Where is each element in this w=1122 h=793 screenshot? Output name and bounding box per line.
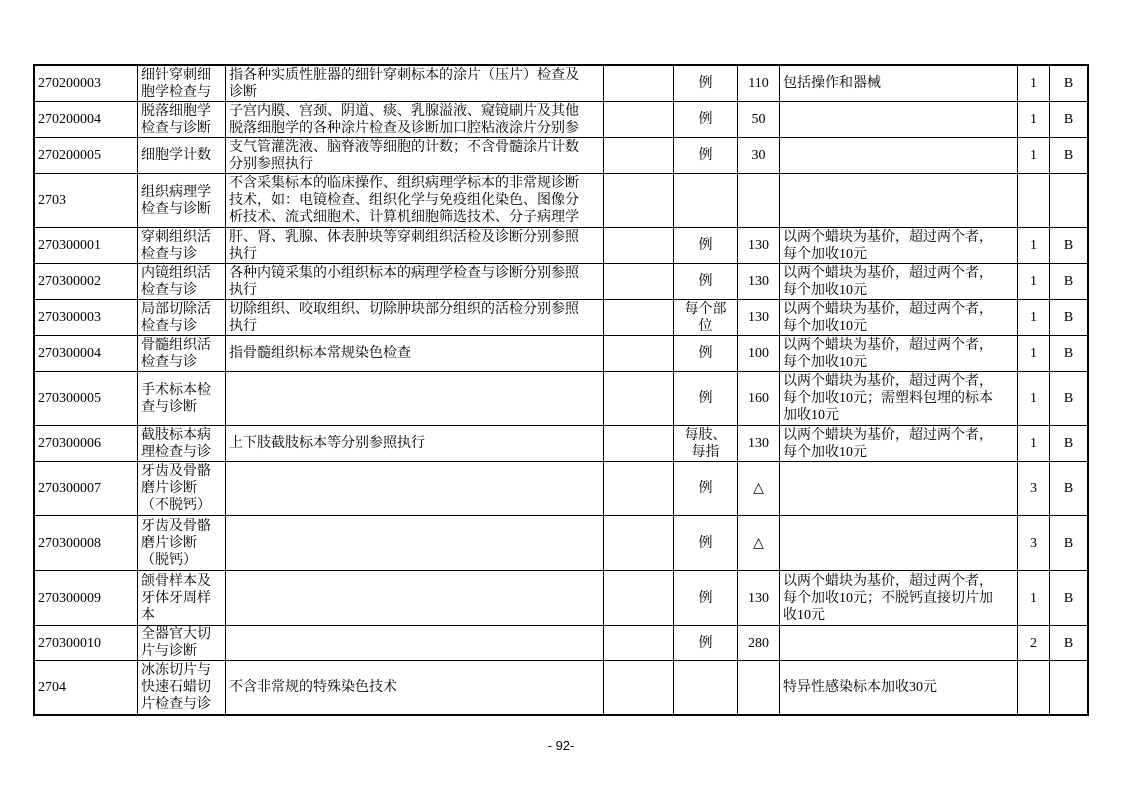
note-line: 每个加收10元；需塑料包埋的标本 <box>783 391 993 406</box>
code-cell <box>35 336 138 372</box>
level-text: 1 <box>1030 391 1037 406</box>
code-cell <box>35 102 138 138</box>
name-line: 牙齿及骨骼 <box>141 464 211 479</box>
name-line: 快速石蜡切 <box>141 680 211 695</box>
unit-cell <box>674 228 738 264</box>
description-line: 析技术、流式细胞术、计算机细胞筛选技术、分子病理学 <box>229 210 579 225</box>
unit-cell <box>674 102 738 138</box>
unit-line: 例 <box>698 481 713 496</box>
description-cell <box>226 264 604 300</box>
price-text: 130 <box>748 238 769 253</box>
level-text: 1 <box>1030 112 1037 127</box>
unit-line: 例 <box>698 535 713 551</box>
level-text: 1 <box>1030 346 1037 361</box>
level-cell <box>1018 174 1050 228</box>
code-cell <box>35 516 138 571</box>
price-cell <box>738 228 780 264</box>
description-line: 执行 <box>229 246 257 262</box>
note-line: 以两个蜡块为基价，超过两个者， <box>783 374 993 389</box>
description-cell <box>226 138 604 174</box>
price-cell <box>738 661 780 715</box>
code-cell <box>35 661 138 715</box>
description-cell <box>226 571 604 626</box>
note-line: 收10元 <box>783 607 825 623</box>
unit-line: 例 <box>698 391 713 406</box>
price-text: △ <box>753 535 764 551</box>
unit-line: 例 <box>698 635 713 651</box>
unit-cell <box>674 661 738 715</box>
unit-cell <box>674 626 738 661</box>
excluded-content-cell <box>604 174 674 228</box>
price-cell <box>738 462 780 516</box>
name-cell <box>138 66 226 102</box>
category-cell <box>1050 138 1088 174</box>
name-cell <box>138 264 226 300</box>
price-cell <box>738 336 780 372</box>
unit-cell <box>674 264 738 300</box>
category-cell <box>1050 300 1088 336</box>
note-cell <box>780 462 1018 516</box>
unit-line: 例 <box>698 112 713 127</box>
code-cell <box>35 372 138 426</box>
code-text: 270200005 <box>38 148 101 163</box>
table-row <box>35 66 1088 102</box>
price-cell <box>738 516 780 571</box>
unit-line: 例 <box>698 238 713 253</box>
name-cell <box>138 571 226 626</box>
category-text: B <box>1063 238 1074 253</box>
name-cell <box>138 426 226 462</box>
category-text: B <box>1063 391 1074 406</box>
category-text: B <box>1063 274 1074 289</box>
description-line: 各种内镜采集的小组织标本的病理学检查与诊断分别参照 <box>229 265 579 281</box>
name-line: 检查与诊 <box>141 318 197 334</box>
level-text: 2 <box>1030 635 1037 651</box>
price-text: 160 <box>748 391 769 406</box>
level-cell <box>1018 102 1050 138</box>
price-cell <box>738 174 780 228</box>
name-cell <box>138 138 226 174</box>
price-text: 110 <box>748 76 769 91</box>
description-line: 不含采集标本的临床操作、组织病理学标本的非常规诊断 <box>229 176 579 191</box>
name-line: 胞学检查与 <box>141 84 211 100</box>
description-cell <box>226 661 604 715</box>
code-cell <box>35 264 138 300</box>
description-line: 子宫内膜、宫颈、阴道、痰、乳腺溢液、窥镜刷片及其他 <box>229 103 579 119</box>
name-cell <box>138 462 226 516</box>
category-text: B <box>1063 148 1074 163</box>
code-text: 270300008 <box>38 535 101 551</box>
excluded-content-cell <box>604 228 674 264</box>
unit-cell <box>674 336 738 372</box>
name-cell <box>138 372 226 426</box>
unit-line: 每个部 <box>684 301 727 317</box>
name-cell <box>138 336 226 372</box>
unit-line: 每肢、 <box>684 427 727 443</box>
code-cell <box>35 626 138 661</box>
code-text: 270300009 <box>38 590 101 606</box>
table-row <box>35 626 1088 661</box>
name-line: 颌骨样本及 <box>141 573 211 589</box>
excluded-content-cell <box>604 102 674 138</box>
category-cell <box>1050 626 1088 661</box>
table-row <box>35 264 1088 300</box>
note-line: 每个加收10元 <box>783 246 867 262</box>
name-line: 检查与诊断 <box>141 120 211 136</box>
name-line: 细胞学计数 <box>141 148 211 163</box>
price-cell <box>738 138 780 174</box>
note-cell <box>780 426 1018 462</box>
description-cell <box>226 336 604 372</box>
price-cell <box>738 426 780 462</box>
category-cell <box>1050 426 1088 462</box>
note-line: 以两个蜡块为基价，超过两个者， <box>783 427 993 443</box>
table-row <box>35 372 1088 426</box>
level-text: 1 <box>1030 436 1037 451</box>
name-line: 磨片诊断 <box>141 535 197 551</box>
table-row <box>35 462 1088 516</box>
description-line: 切除组织、咬取组织、切除肿块部分组织的活检分别参照 <box>229 301 579 317</box>
name-cell <box>138 174 226 228</box>
table-row <box>35 516 1088 571</box>
code-cell <box>35 462 138 516</box>
category-text: B <box>1063 481 1074 496</box>
description-line: 诊断 <box>229 84 257 100</box>
description-cell <box>226 300 604 336</box>
description-line: 上下肢截肢标本等分别参照执行 <box>229 436 425 451</box>
note-cell <box>780 264 1018 300</box>
note-line: 以两个蜡块为基价，超过两个者， <box>783 301 993 317</box>
level-text: 1 <box>1030 310 1037 325</box>
code-text: 270300001 <box>38 238 101 253</box>
unit-cell <box>674 300 738 336</box>
price-text: 50 <box>751 112 766 127</box>
unit-line: 每指 <box>691 444 720 460</box>
note-cell <box>780 571 1018 626</box>
description-cell <box>226 462 604 516</box>
table-row <box>35 174 1088 228</box>
excluded-content-cell <box>604 462 674 516</box>
note-line: 每个加收10元 <box>783 444 867 460</box>
price-text: 280 <box>748 635 769 651</box>
note-line: 特异性感染标本加收30元 <box>783 680 937 695</box>
category-cell <box>1050 462 1088 516</box>
code-cell <box>35 426 138 462</box>
code-text: 270300005 <box>38 391 101 406</box>
code-cell <box>35 300 138 336</box>
note-cell <box>780 516 1018 571</box>
price-cell <box>738 66 780 102</box>
unit-cell <box>674 462 738 516</box>
level-cell <box>1018 661 1050 715</box>
name-line: 检查与诊 <box>141 282 197 298</box>
excluded-content-cell <box>604 372 674 426</box>
code-text: 270300010 <box>38 635 101 651</box>
description-line: 支气管灌洗液、脑脊液等细胞的计数；不含骨髓涂片计数 <box>229 139 579 155</box>
table-row <box>35 571 1088 626</box>
description-cell <box>226 228 604 264</box>
unit-line: 例 <box>698 76 713 91</box>
excluded-content-cell <box>604 661 674 715</box>
category-cell <box>1050 571 1088 626</box>
level-cell <box>1018 300 1050 336</box>
level-text: 1 <box>1030 590 1037 606</box>
description-line: 不含非常规的特殊染色技术 <box>229 680 397 695</box>
note-cell <box>780 300 1018 336</box>
category-text: B <box>1063 112 1074 127</box>
name-cell <box>138 516 226 571</box>
name-cell <box>138 228 226 264</box>
code-text: 270300004 <box>38 346 101 361</box>
note-line: 以两个蜡块为基价，超过两个者， <box>783 573 993 589</box>
table-row <box>35 228 1088 264</box>
name-line: 全器官大切 <box>141 627 211 642</box>
name-line: 细针穿刺细 <box>141 67 211 83</box>
note-line: 包括操作和器械 <box>783 76 881 91</box>
unit-cell <box>674 66 738 102</box>
unit-line: 例 <box>698 346 713 361</box>
name-line: 骨髓组织活 <box>141 337 211 353</box>
price-cell <box>738 102 780 138</box>
level-text: 3 <box>1030 481 1037 496</box>
level-cell <box>1018 462 1050 516</box>
note-line: 每个加收10元 <box>783 354 867 370</box>
level-cell <box>1018 516 1050 571</box>
name-line: 牙体牙周样 <box>141 590 211 606</box>
note-line: 以两个蜡块为基价，超过两个者， <box>783 265 993 281</box>
unit-cell <box>674 516 738 571</box>
category-text: B <box>1063 310 1074 325</box>
category-cell <box>1050 336 1088 372</box>
name-cell <box>138 661 226 715</box>
level-text: 1 <box>1030 148 1037 163</box>
name-line: 片与诊断 <box>141 644 197 659</box>
price-text: 130 <box>748 310 769 325</box>
name-line: 截肢标本病 <box>141 427 211 443</box>
level-cell <box>1018 264 1050 300</box>
name-line: 内镜组织活 <box>141 265 211 281</box>
name-cell <box>138 626 226 661</box>
level-cell <box>1018 372 1050 426</box>
description-cell <box>226 102 604 138</box>
note-cell <box>780 228 1018 264</box>
category-text: B <box>1063 76 1074 91</box>
name-line: 牙齿及骨骼 <box>141 518 211 534</box>
code-text: 270300002 <box>38 274 101 289</box>
category-text: B <box>1063 635 1074 651</box>
note-cell <box>780 66 1018 102</box>
name-cell <box>138 102 226 138</box>
unit-cell <box>674 174 738 228</box>
level-cell <box>1018 336 1050 372</box>
unit-line: 例 <box>698 590 713 606</box>
code-text: 270300007 <box>38 481 101 496</box>
name-line: 检查与诊 <box>141 354 197 370</box>
code-cell <box>35 571 138 626</box>
category-cell <box>1050 661 1088 715</box>
description-line: 肝、肾、乳腺、体表肿块等穿刺组织活检及诊断分别参照 <box>229 229 579 245</box>
description-line: 执行 <box>229 282 257 298</box>
code-text: 2704 <box>38 680 66 695</box>
category-text: B <box>1063 436 1074 451</box>
price-cell <box>738 571 780 626</box>
name-line: 组织病理学 <box>141 184 211 200</box>
excluded-content-cell <box>604 336 674 372</box>
name-line: 检查与诊断 <box>141 201 211 217</box>
category-cell <box>1050 516 1088 571</box>
table-row <box>35 426 1088 462</box>
code-text: 270300006 <box>38 436 101 451</box>
price-text: 130 <box>748 274 769 289</box>
price-cell <box>738 372 780 426</box>
category-cell <box>1050 174 1088 228</box>
level-text: 1 <box>1030 76 1037 91</box>
level-cell <box>1018 426 1050 462</box>
unit-cell <box>674 426 738 462</box>
note-cell <box>780 626 1018 661</box>
note-line: 每个加收10元；不脱钙直接切片加 <box>783 590 993 606</box>
code-cell <box>35 174 138 228</box>
name-line: 检查与诊 <box>141 246 197 262</box>
code-cell <box>35 138 138 174</box>
name-cell <box>138 300 226 336</box>
description-line: 脱落细胞学的各种涂片检查及诊断加口腔粘液涂片分别参 <box>229 120 579 136</box>
code-text: 270200004 <box>38 112 101 127</box>
code-text: 270300003 <box>38 310 101 325</box>
excluded-content-cell <box>604 571 674 626</box>
description-cell <box>226 66 604 102</box>
note-cell <box>780 102 1018 138</box>
note-cell <box>780 661 1018 715</box>
excluded-content-cell <box>604 264 674 300</box>
level-text: 1 <box>1030 274 1037 289</box>
name-line: 本 <box>141 607 155 623</box>
description-line: 指骨髓组织标本常规染色检查 <box>229 346 411 361</box>
price-cell <box>738 300 780 336</box>
name-line: 穿刺组织活 <box>141 229 211 245</box>
unit-line: 例 <box>698 274 713 289</box>
description-cell <box>226 426 604 462</box>
page-number: - 92- <box>547 738 575 753</box>
note-cell <box>780 174 1018 228</box>
level-cell <box>1018 228 1050 264</box>
description-line: 指各种实质性脏器的细针穿刺标本的涂片（压片）检查及 <box>229 67 579 83</box>
note-cell <box>780 336 1018 372</box>
description-cell <box>226 372 604 426</box>
excluded-content-cell <box>604 626 674 661</box>
excluded-content-cell <box>604 516 674 571</box>
code-text: 270200003 <box>38 76 101 91</box>
name-line: 片检查与诊 <box>141 697 211 712</box>
price-table <box>34 65 1088 715</box>
name-line: 冰冻切片与 <box>141 663 211 678</box>
excluded-content-cell <box>604 426 674 462</box>
price-cell <box>738 626 780 661</box>
price-text: 100 <box>748 346 769 361</box>
level-cell <box>1018 66 1050 102</box>
price-text: 130 <box>748 436 769 451</box>
table-row <box>35 300 1088 336</box>
description-cell <box>226 516 604 571</box>
name-line: （不脱钙） <box>141 498 211 513</box>
name-line: 磨片诊断 <box>141 481 197 496</box>
note-cell <box>780 138 1018 174</box>
price-text: △ <box>753 481 764 496</box>
code-text: 2703 <box>38 193 66 208</box>
level-cell <box>1018 138 1050 174</box>
unit-cell <box>674 571 738 626</box>
note-line: 以两个蜡块为基价，超过两个者， <box>783 229 993 245</box>
description-cell <box>226 174 604 228</box>
name-line: 查与诊断 <box>141 399 197 415</box>
level-cell <box>1018 626 1050 661</box>
price-text: 30 <box>751 148 766 163</box>
price-cell <box>738 264 780 300</box>
unit-cell <box>674 138 738 174</box>
note-line: 每个加收10元 <box>783 282 867 298</box>
unit-line: 位 <box>698 318 713 334</box>
excluded-content-cell <box>604 300 674 336</box>
unit-line: 例 <box>698 148 713 163</box>
level-text: 3 <box>1030 535 1037 551</box>
category-cell <box>1050 66 1088 102</box>
description-line: 执行 <box>229 318 257 334</box>
name-line: 脱落细胞学 <box>141 103 211 119</box>
note-cell <box>780 372 1018 426</box>
category-text: B <box>1063 590 1074 606</box>
category-cell <box>1050 102 1088 138</box>
table-row <box>35 661 1088 715</box>
description-cell <box>226 626 604 661</box>
table-row <box>35 138 1088 174</box>
name-line: 局部切除活 <box>141 301 211 317</box>
code-cell <box>35 66 138 102</box>
excluded-content-cell <box>604 138 674 174</box>
description-line: 技术，如：电镜检查、组织化学与免疫组化染色、图像分 <box>229 193 579 208</box>
level-text: 1 <box>1030 238 1037 253</box>
category-cell <box>1050 228 1088 264</box>
note-line: 每个加收10元 <box>783 318 867 334</box>
category-cell <box>1050 264 1088 300</box>
price-text: 130 <box>748 590 769 606</box>
name-line: 手术标本检 <box>141 382 211 398</box>
excluded-content-cell <box>604 66 674 102</box>
level-cell <box>1018 571 1050 626</box>
category-text: B <box>1063 535 1074 551</box>
table-row <box>35 102 1088 138</box>
category-cell <box>1050 372 1088 426</box>
category-text: B <box>1063 346 1074 361</box>
note-line: 加收10元 <box>783 408 839 423</box>
description-line: 分别参照执行 <box>229 156 313 172</box>
name-line: 理检查与诊 <box>141 444 211 460</box>
note-line: 以两个蜡块为基价，超过两个者， <box>783 337 993 353</box>
name-line: （脱钙） <box>141 552 197 568</box>
code-cell <box>35 228 138 264</box>
table-row <box>35 336 1088 372</box>
unit-cell <box>674 372 738 426</box>
